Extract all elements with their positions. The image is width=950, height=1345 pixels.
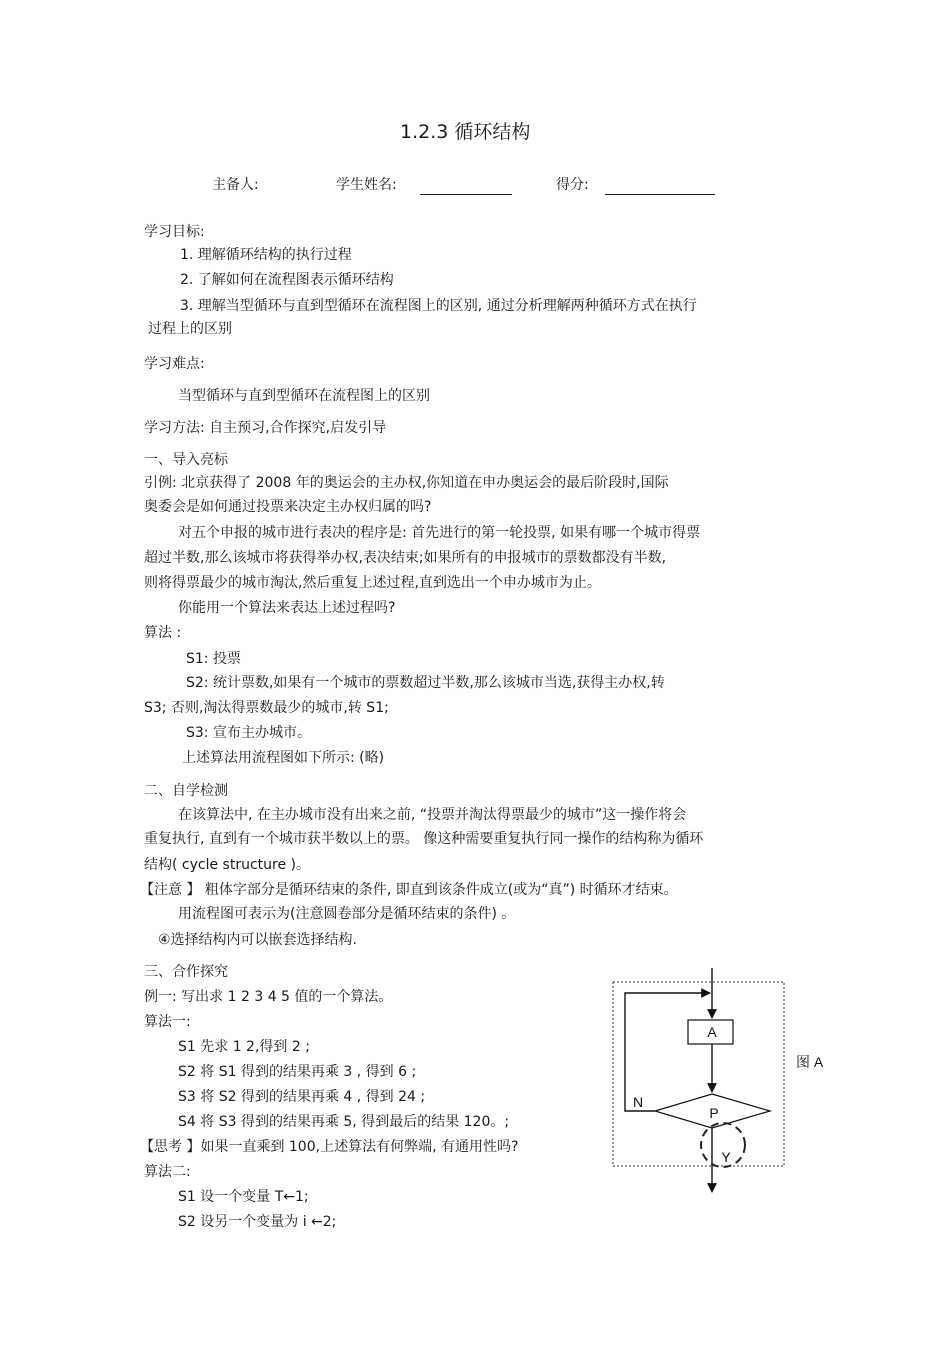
algorithm-step: S2 设另一个变量为 i ←2;	[178, 1214, 337, 1230]
goal-item: 2. 了解如何在流程图表示循环结构	[180, 272, 394, 288]
paragraph-line: ④选择结构内可以嵌套选择结构.	[158, 932, 358, 948]
paragraph-line: 用流程图可表示为(注意圆卷部分是循环结束的条件) 。	[178, 906, 516, 922]
algorithm-step: S1: 投票	[186, 651, 241, 667]
paragraph-line: 奥委会是如何通过投票来决定主办权归属的吗?	[144, 499, 432, 515]
flowchart-decision-label: P	[709, 1105, 719, 1121]
goal-item: 1. 理解循环结构的执行过程	[180, 247, 352, 263]
algorithm-step: S1 设一个变量 T←1;	[178, 1189, 309, 1205]
algorithm-step: S4 将 S3 得到的结果再乘 5, 得到最后的结果 120。;	[178, 1114, 510, 1130]
difficulty-text: 当型循环与直到型循环在流程图上的区别	[178, 388, 430, 404]
paragraph-line: 在该算法中, 在主办城市没有出来之前, “投票并淘汰得票最少的城市”这一操作将会	[178, 807, 687, 823]
algorithm-label: 算法一:	[144, 1014, 191, 1030]
paragraph-line: 结构( cycle structure )。	[144, 857, 310, 873]
student-name-label: 学生姓名:	[336, 177, 397, 193]
algorithm-label: 算法二:	[144, 1164, 191, 1180]
paragraph-line: 超过半数,那么该城市将获得举办权,表决结束;如果所有的申报城市的票数都没有半数,	[144, 550, 667, 566]
page-title: 1.2.3 循环结构	[400, 121, 531, 143]
figure-caption: 图 A	[796, 1054, 824, 1070]
paragraph-line: 对五个申报的城市进行表决的程序是: 首先进行的第一轮投票, 如果有哪一个城市得票	[178, 525, 701, 541]
paragraph-line: 你能用一个算法来表达上述过程吗?	[178, 600, 396, 616]
algorithm-label: 算法 :	[144, 625, 182, 641]
difficulty-heading: 学习难点:	[144, 356, 205, 372]
algorithm-step: S1 先求 1 2,得到 2 ;	[178, 1039, 310, 1055]
flowchart-yes-label: Y	[721, 1149, 731, 1165]
note-line: 【注意 】 粗体字部分是循环结束的条件, 即直到该条件成立(或为“真”) 时循环才结束。	[140, 882, 678, 898]
paragraph-line: 重复执行, 直到有一个城市获半数以上的票。 像这种需要重复执行同一操作的结构称为循环	[144, 831, 704, 847]
goals-heading: 学习目标:	[144, 224, 205, 240]
goal-item-continued: 过程上的区别	[148, 321, 232, 337]
section1-heading: 一、导入亮标	[144, 452, 228, 468]
paragraph-line: 引例: 北京获得了 2008 年的奥运会的主办权,你知道在申办奥运会的最后阶段时,国际	[144, 475, 669, 491]
algorithm-step: S2 将 S1 得到的结果再乘 3 , 得到 6 ;	[178, 1064, 417, 1080]
score-label: 得分:	[556, 177, 589, 193]
algorithm-step: S3; 否则,淘汰得票数最少的城市,转 S1;	[144, 700, 389, 716]
flowchart-dotted-frame	[613, 982, 784, 1166]
algorithm-step: S2: 统计票数,如果有一个城市的票数超过半数,那么该城市当选,获得主办权,转	[186, 675, 665, 691]
flowchart-box-label: A	[707, 1024, 717, 1040]
algorithm-step: S3: 宣布主办城市。	[186, 725, 311, 741]
section2-heading: 二、自学检测	[144, 783, 228, 799]
flowchart-no-label: N	[632, 1094, 644, 1110]
think-line: 【思考 】如果一直乘到 100,上述算法有何弊端, 有通用性吗?	[140, 1139, 519, 1155]
algorithm-step: S3 将 S2 得到的结果再乘 4 , 得到 24 ;	[178, 1089, 426, 1105]
paragraph-line: 上述算法用流程图如下所示: (略)	[182, 750, 385, 766]
paragraph-line: 则将得票最少的城市淘汰,然后重复上述过程,直到选出一个申办城市为止。	[144, 575, 601, 591]
goal-item: 3. 理解当型循环与直到型循环在流程图上的区别, 通过分析理解两种循环方式在执行	[180, 298, 697, 314]
preparer-label: 主备人:	[212, 177, 259, 193]
example-line: 例一: 写出求 1 2 3 4 5 值的一个算法。	[144, 989, 393, 1005]
method-text: 学习方法: 自主预习,合作探究,启发引导	[144, 420, 387, 436]
section3-heading: 三、合作探究	[144, 964, 228, 980]
